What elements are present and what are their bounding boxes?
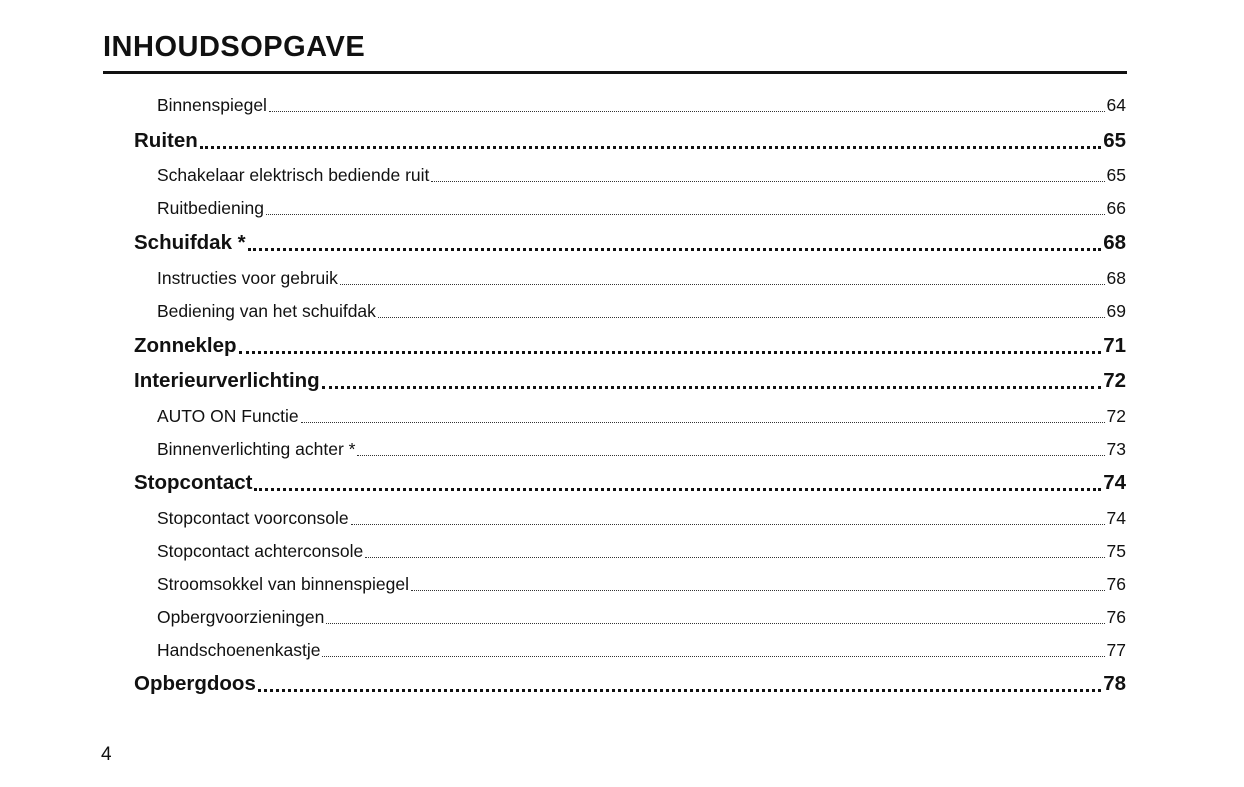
toc-entry-label: Opbergvoorzieningen — [157, 607, 325, 627]
toc-section-label: Schuifdak * — [134, 231, 246, 254]
toc-entry-page: 75 — [1106, 541, 1126, 561]
dot-leader — [269, 92, 1105, 118]
toc-section-label: Opbergdoos — [134, 672, 256, 695]
toc-entry-label: Bediening van het schuifdak — [157, 301, 376, 321]
toc-entry-schakelaar[interactable] — [157, 162, 1126, 188]
toc-entry-page: 64 — [1106, 95, 1126, 115]
toc-entry-label: Stroomsokkel van binnenspiegel — [157, 574, 409, 594]
toc-section-page: 71 — [1103, 334, 1126, 357]
toc-entry-binnenverlichting[interactable] — [157, 436, 1126, 462]
toc-entry-label: Ruitbediening — [157, 198, 265, 218]
toc-section-page: 65 — [1103, 129, 1126, 152]
toc-entry-page: 73 — [1106, 439, 1126, 459]
page-number: 4 — [101, 744, 112, 765]
toc-section-zonneklep[interactable] — [134, 331, 1126, 361]
toc-entry-label: Instructies voor gebruik — [157, 268, 338, 288]
toc-entry-stopcontact-achter[interactable] — [157, 538, 1126, 564]
toc-entry-page: 66 — [1106, 198, 1126, 218]
dot-leader — [248, 228, 1102, 258]
dot-leader — [351, 505, 1105, 531]
dot-leader — [431, 162, 1104, 188]
dot-leader — [357, 436, 1104, 462]
toc-entry-page: 76 — [1106, 607, 1126, 627]
toc-section-schuifdak[interactable] — [134, 228, 1126, 258]
toc-entry-label: Handschoenenkastje — [157, 640, 321, 660]
toc-entry-stroomsokkel[interactable] — [157, 571, 1126, 597]
toc-entry-label: AUTO ON Functie — [157, 406, 299, 426]
page-title: INHOUDSOPGAVE — [103, 31, 366, 63]
dot-leader — [322, 366, 1102, 396]
toc-entry-binnenspiegel[interactable] — [157, 92, 1126, 118]
toc-entry-page: 77 — [1106, 640, 1126, 660]
toc-section-stopcontact[interactable] — [134, 468, 1126, 498]
toc-entry-page: 74 — [1106, 508, 1126, 528]
toc-entry-label: Schakelaar elektrisch bediende ruit — [157, 165, 430, 185]
toc-section-interieurverlichting[interactable] — [134, 366, 1126, 396]
dot-leader — [254, 468, 1101, 498]
dot-leader — [378, 298, 1105, 324]
toc-entry-stopcontact-voor[interactable] — [157, 505, 1126, 531]
dot-leader — [326, 604, 1104, 630]
toc-section-page: 68 — [1103, 231, 1126, 254]
dot-leader — [239, 331, 1102, 361]
toc-entry-page: 69 — [1106, 301, 1126, 321]
toc-section-label: Ruiten — [134, 129, 198, 152]
toc-entry-page: 65 — [1106, 165, 1126, 185]
toc-entry-handschoenenkastje[interactable] — [157, 637, 1126, 663]
toc-section-page: 72 — [1103, 369, 1126, 392]
dot-leader — [200, 126, 1101, 156]
dot-leader — [340, 265, 1105, 291]
toc-entry-label: Binnenspiegel — [157, 95, 267, 115]
dot-leader — [365, 538, 1104, 564]
toc-entry-instructies[interactable] — [157, 265, 1126, 291]
dot-leader — [301, 403, 1105, 429]
dot-leader — [258, 669, 1101, 699]
toc-section-label: Stopcontact — [134, 471, 253, 494]
toc-entry-auto-on[interactable] — [157, 403, 1126, 429]
toc-entry-page: 72 — [1106, 406, 1126, 426]
toc-section-opbergdoos[interactable] — [134, 669, 1126, 699]
toc-section-label: Zonneklep — [134, 334, 237, 357]
toc-section-page: 78 — [1103, 672, 1126, 695]
toc-section-page: 74 — [1103, 471, 1126, 494]
toc-entry-label: Binnenverlichting achter * — [157, 439, 356, 459]
toc-entry-label: Stopcontact achterconsole — [157, 541, 364, 561]
toc-entry-opbergvoorzieningen[interactable] — [157, 604, 1126, 630]
toc-section-ruiten[interactable] — [134, 126, 1126, 156]
toc-section-label: Interieurverlichting — [134, 369, 320, 392]
toc-entry-page: 68 — [1106, 268, 1126, 288]
toc-entry-label: Stopcontact voorconsole — [157, 508, 349, 528]
toc-entry-bediening-schuifdak[interactable] — [157, 298, 1126, 324]
dot-leader — [411, 571, 1105, 597]
toc-entry-ruitbediening[interactable] — [157, 195, 1126, 221]
toc-entry-page: 76 — [1106, 574, 1126, 594]
dot-leader — [322, 637, 1104, 663]
dot-leader — [266, 195, 1105, 221]
